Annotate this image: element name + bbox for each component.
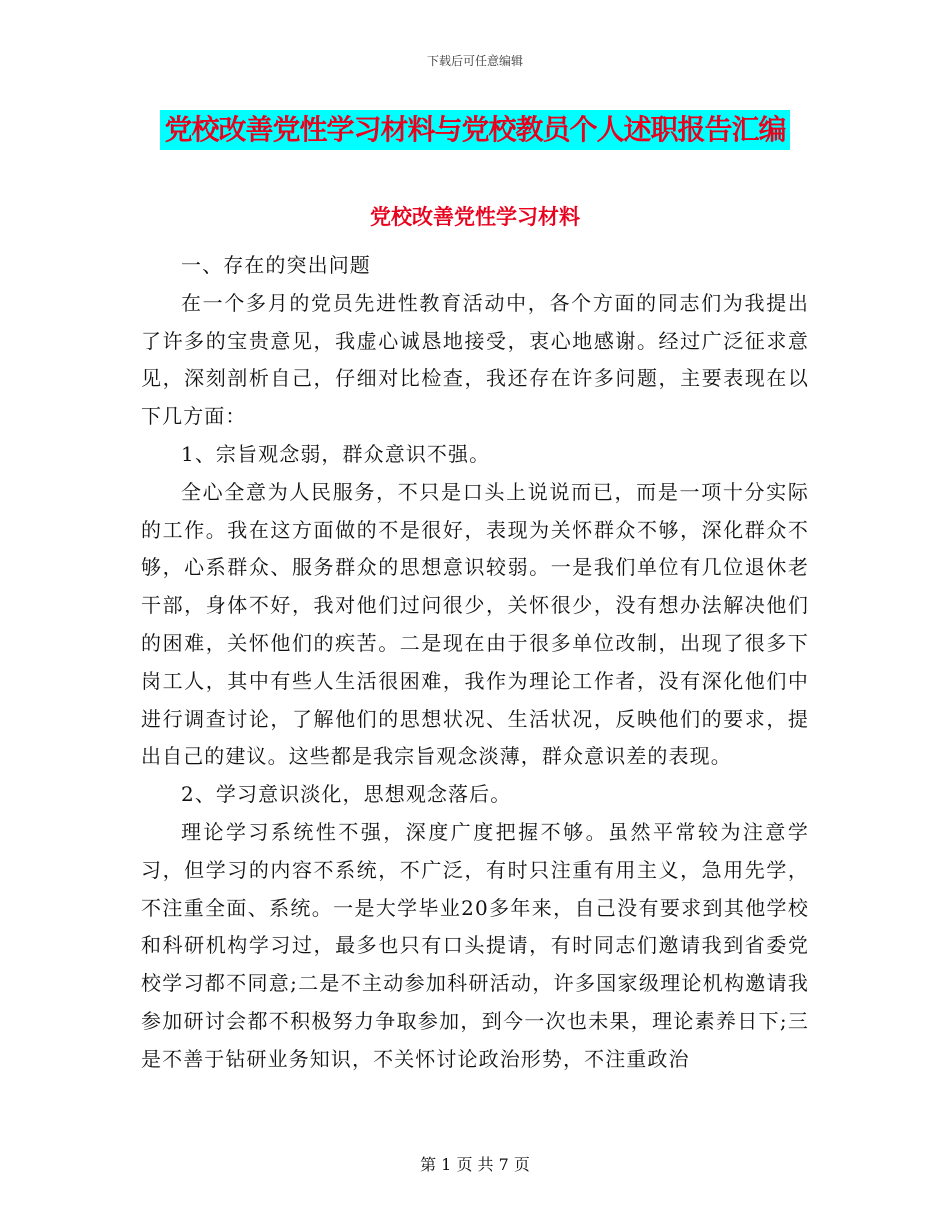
document-title — [0, 110, 950, 150]
document-title-text: 党校改善党性学习材料与党校教员个人述职报告汇编 — [160, 110, 789, 150]
document-body — [141, 247, 809, 1079]
page-number-footer: 第 1 页 共 7 页 — [420, 1155, 530, 1174]
page-header-note: 下载后可任意编辑 — [426, 54, 523, 68]
paragraph: 全心全意为人民服务，不只是口头上说说而已，而是一项十分实际的工作。我在这方面做的不是很好，表现为关怀群众不够，深化群众不够，心系群众、服务群众的思想意识较弱。一是我们单位有几位退休老干部，身体不好，我对他们过问很少，关怀很少，没有想办法解决他们的困难，关怀他们的疾苦。二是现在由于很多单位改制，出现了很多下岗工人，其中有些人生活很困难，我作为理论工作者，没有深化他们中进行调查讨论，了解他们的思想状况、生活状况，反映他们的要求，提出自己的建议。这些都是我宗旨观念淡薄，群众意识差的表现。 — [141, 479, 809, 769]
section-title: 党校改善党性学习材料 — [370, 204, 580, 229]
subheading-point-1: 1、宗旨观念弱，群众意识不强。 — [181, 441, 491, 466]
section-heading-problems: 一、存在的突出问题 — [181, 253, 371, 277]
paragraph: 在一个多月的党员先进性教育活动中，各个方面的同志们为我提出了许多的宝贵意见，我虚心诚恳地接受，衷心地感谢。经过广泛征求意见，深刻剖析自己，仔细对比检查，我还存在许多问题，主要表现在以下几方面： — [141, 290, 809, 429]
paragraph: 理论学习系统性不强，深度广度把握不够。虽然平常较为注意学习，但学习的内容不系统，不广泛，有时只注重有用主义，急用先学，不注重全面、系统。一是大学毕业20多年来，自己没有要求到其他学校和科研机构学习过，最多也只有口头提请，有时同志们邀请我到省委党校学习都不同意;二是不主动参加科研活动，许多国家级理论机构邀请我参加研讨会都不积极努力争取参加，到今一次也未果，理论素养日下;三是不善于钻研业务知识，不关怀讨论政治形势，不注重政治 — [141, 819, 809, 1071]
subheading-point-2: 2、学习意识淡化，思想观念落后。 — [181, 782, 512, 807]
